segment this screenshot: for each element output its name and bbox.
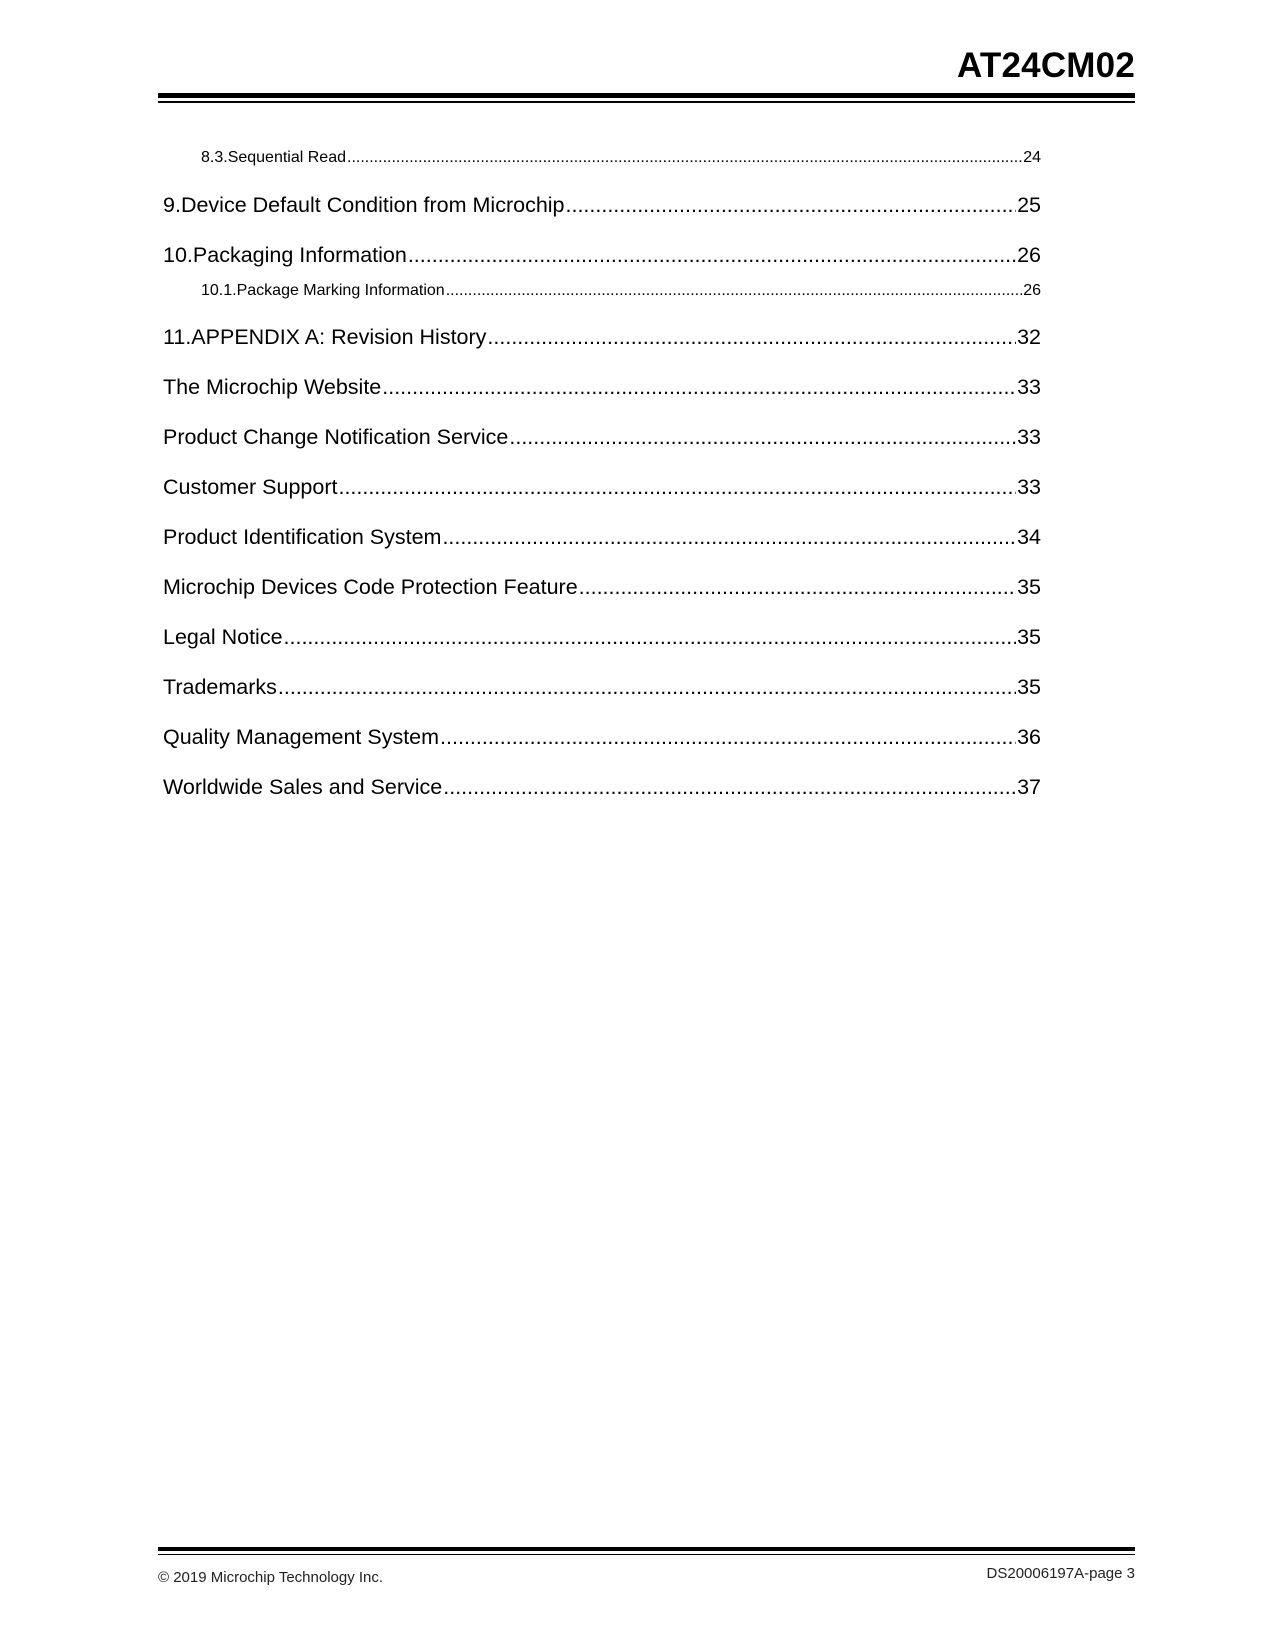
toc-entry-8-3[interactable] [163, 149, 1041, 167]
dot-leader [347, 149, 1022, 167]
toc-page-number: 24 [1023, 149, 1041, 166]
toc-entry-quality-management[interactable] [163, 725, 1041, 750]
dot-leader [284, 625, 1017, 650]
dot-leader [442, 525, 1016, 550]
toc-label: Microchip Devices Code Protection Feature [163, 575, 578, 599]
toc-number: 10.1. [201, 282, 237, 299]
toc-number: 10. [163, 243, 193, 267]
toc-number: 11. [163, 325, 192, 349]
toc-label: Worldwide Sales and Service [163, 775, 443, 799]
toc-entry-legal-notice[interactable] [163, 625, 1041, 650]
dot-leader [487, 325, 1016, 350]
toc-page-number: 33 [1017, 375, 1041, 399]
toc-entry-trademarks[interactable] [163, 675, 1041, 700]
toc-page-number: 33 [1017, 475, 1041, 499]
dot-leader [446, 282, 1023, 300]
toc-page-number: 32 [1017, 325, 1041, 349]
toc-entry-code-protection[interactable] [163, 575, 1041, 600]
footer-rule-thick [158, 1547, 1135, 1551]
toc-page-number: 36 [1017, 725, 1041, 749]
toc-label: Product Change Notification Service [163, 425, 509, 449]
header-rule-thick [158, 93, 1135, 98]
toc-page-number: 35 [1017, 625, 1041, 649]
toc-entry-customer-support[interactable] [163, 475, 1041, 500]
toc-number: 9. [163, 193, 181, 217]
dot-leader [443, 775, 1016, 800]
toc-label: Sequential Read [227, 149, 346, 166]
dot-leader [579, 575, 1016, 600]
dot-leader [278, 675, 1016, 700]
footer-page-reference: DS20006197A-page 3 [986, 1565, 1135, 1582]
toc-number: 8.3. [201, 149, 228, 166]
toc-page-number: 26 [1023, 282, 1041, 299]
toc-entry-microchip-website[interactable] [163, 375, 1041, 400]
toc-entry-11[interactable] [163, 325, 1041, 350]
dot-leader [509, 425, 1016, 450]
toc-label: Package Marking Information [236, 282, 445, 299]
toc-page-number: 25 [1017, 193, 1041, 217]
toc-entry-product-identification[interactable] [163, 525, 1041, 550]
toc-page-number: 37 [1017, 775, 1041, 799]
toc-entry-10[interactable] [163, 243, 1041, 268]
toc-label: Trademarks [163, 675, 277, 699]
toc-page-number: 35 [1017, 575, 1041, 599]
toc-label: The Microchip Website [163, 375, 382, 399]
footer-rule-thin [158, 1554, 1135, 1555]
toc-label: Packaging Information [192, 243, 407, 267]
footer-copyright: © 2019 Microchip Technology Inc. [158, 1569, 384, 1586]
toc-page-number: 33 [1017, 425, 1041, 449]
document-title: AT24CM02 [957, 46, 1135, 85]
dot-leader [566, 193, 1017, 218]
dot-leader [408, 243, 1016, 268]
toc-label: Product Identification System [163, 525, 442, 549]
dot-leader [440, 725, 1016, 750]
toc-label: Customer Support [163, 475, 338, 499]
toc-label: Quality Management System [163, 725, 440, 749]
toc-entry-9[interactable] [163, 193, 1041, 218]
dot-leader [338, 475, 1016, 500]
toc-page-number: 35 [1017, 675, 1041, 699]
toc-entry-worldwide-sales[interactable] [163, 775, 1041, 800]
toc-page-number: 34 [1017, 525, 1041, 549]
toc-label: Legal Notice [163, 625, 283, 649]
toc-entry-product-change-notification[interactable] [163, 425, 1041, 450]
toc-page-number: 26 [1017, 243, 1041, 267]
toc-entry-10-1[interactable] [163, 282, 1041, 300]
toc-label: Device Default Condition from Microchip [180, 193, 565, 217]
dot-leader [382, 375, 1016, 400]
header-rule-thin [158, 101, 1135, 103]
toc-label: APPENDIX A: Revision History [191, 325, 487, 349]
